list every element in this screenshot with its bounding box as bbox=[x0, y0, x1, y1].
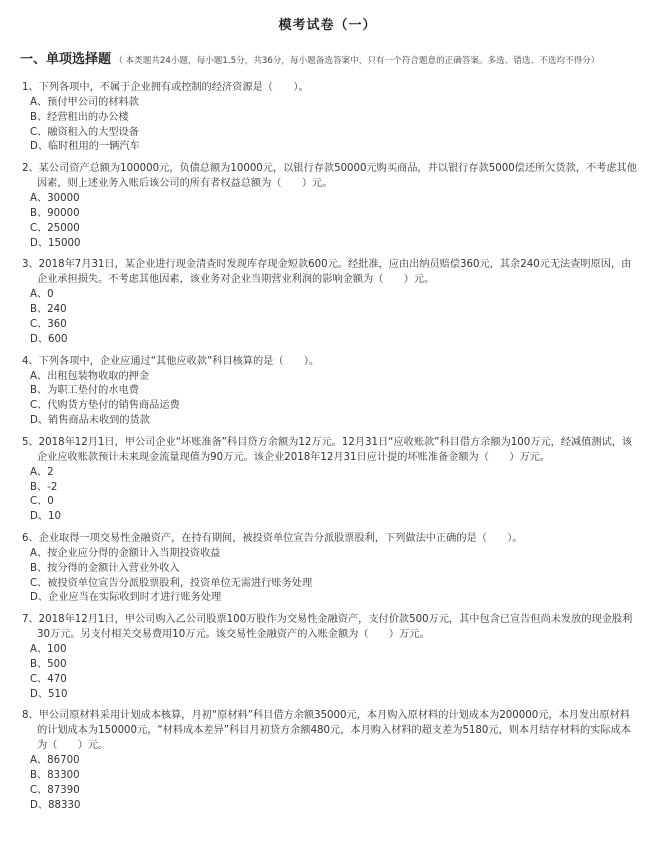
question-1 bbox=[18, 80, 637, 155]
option-d: D、600 bbox=[30, 333, 68, 345]
option-b: B、-2 bbox=[30, 481, 58, 493]
question-2 bbox=[18, 161, 637, 251]
option-list bbox=[30, 754, 637, 813]
option-list bbox=[30, 547, 637, 606]
question-3 bbox=[18, 257, 637, 347]
option-c: C、融资租入的大型设备 bbox=[30, 126, 139, 138]
option-b: B、500 bbox=[30, 658, 67, 670]
option-c: C、代购货方垫付的销售商品运费 bbox=[30, 400, 180, 412]
option-c: C、25000 bbox=[30, 222, 80, 234]
question-text: 2、某公司资产总额为100000元，负债总额为10000元，以银行存款50000元购买商品，并以银行存款5000偿还所欠货款，不考虑其他因素，则上述业务入账后该公司的所有者权益总额为（ ）元。 bbox=[22, 163, 637, 190]
section-header bbox=[20, 47, 637, 74]
question-5 bbox=[18, 435, 637, 525]
option-d: D、企业应当在实际收到时才进行账务处理 bbox=[30, 592, 222, 604]
option-b: B、为职工垫付的水电费 bbox=[30, 385, 139, 397]
option-list bbox=[30, 370, 637, 429]
option-b: B、经营租出的办公楼 bbox=[30, 111, 129, 123]
question-text: 7、2018年12月1日，甲公司购入乙公司股票100万股作为交易性金融资产，支付价款500万元，其中包含已宣告但尚未发放的现金股利30万元。另支付相关交易费用10万元。该交易性金融资产的入账金额为（ ）万元。 bbox=[22, 614, 633, 641]
option-c: C、0 bbox=[30, 496, 54, 508]
option-a: A、100 bbox=[30, 644, 67, 656]
option-b: B、90000 bbox=[30, 207, 80, 219]
exam-title: 模考试卷（一） bbox=[278, 18, 377, 33]
option-c: C、被投资单位宣告分派股票股利，投资单位无需进行账务处理 bbox=[30, 577, 313, 589]
option-d: D、15000 bbox=[30, 237, 81, 249]
option-b: B、按分得的金额计入营业外收入 bbox=[30, 562, 180, 574]
option-d: D、10 bbox=[30, 511, 61, 523]
option-list bbox=[30, 96, 637, 155]
option-d: D、临时租用的一辆汽车 bbox=[30, 141, 140, 153]
option-a: A、86700 bbox=[30, 755, 80, 767]
option-a: A、出租包装物收取的押金 bbox=[30, 370, 150, 382]
option-list bbox=[30, 466, 637, 525]
option-d: D、510 bbox=[30, 688, 68, 700]
option-c: C、87390 bbox=[30, 784, 80, 796]
option-c: C、360 bbox=[30, 318, 67, 330]
question-text: 1、下列各项中，不属于企业拥有或控制的经济资源是（ ）。 bbox=[22, 82, 309, 93]
option-list bbox=[30, 643, 637, 702]
question-8 bbox=[18, 708, 637, 813]
question-4 bbox=[18, 354, 637, 429]
section-heading: 一、单项选择题 bbox=[20, 52, 112, 67]
option-c: C、470 bbox=[30, 673, 67, 685]
question-text: 6、企业取得一项交易性金融资产，在持有期间，被投资单位宣告分派股票股利，下列做法中正确的是（ ）。 bbox=[22, 532, 523, 544]
option-a: A、2 bbox=[30, 466, 54, 478]
question-text: 8、甲公司原材料采用计划成本核算，月初“原材料”科目借方余额35000元，本月购入原材料的计划成本为200000元，本月发出原材料的计划成本为150000元，“材料成本差异”科目月初贷方余额480元，本月购入材料的超支差为5180元，则本月结存材料的实际成本为（ ）元。 bbox=[22, 710, 631, 752]
option-a: A、0 bbox=[30, 289, 54, 301]
section-note: （ 本类题共24小题，每小题1.5分，共36分，每小题备选答案中，只有一个符合题意的正确答案。多选、错选、不选均不得分） bbox=[114, 56, 600, 66]
option-list bbox=[30, 192, 637, 251]
question-text: 4、下列各项中，企业应通过“其他应收款”科目核算的是（ ）。 bbox=[22, 355, 320, 367]
question-6 bbox=[18, 531, 637, 606]
option-b: B、83300 bbox=[30, 770, 80, 782]
question-7 bbox=[18, 612, 637, 702]
option-a: A、30000 bbox=[30, 193, 80, 205]
option-b: B、240 bbox=[30, 304, 67, 316]
option-a: A、预付甲公司的材料款 bbox=[30, 97, 139, 108]
option-list bbox=[30, 288, 637, 347]
option-a: A、按企业应分得的金额计入当期投资收益 bbox=[30, 547, 221, 559]
option-d: D、88330 bbox=[30, 799, 81, 811]
question-text: 3、2018年7月31日，某企业进行现金清查时发现库存现金短款600元。经批准，应由出纳员赔偿360元，其余240元无法查明原因，由企业承担损失。不考虑其他因素，该业务对企业当期营业利润的影响金额为（ ）元。 bbox=[22, 259, 632, 286]
question-text: 5、2018年12月1日，甲公司企业“坏账准备”科目贷方余额为12万元。12月31日“应收账款”科目借方余额为100万元，经减值测试，该企业应收账款预计未来现金流量现值为90万元。该企业2018年12月31日应计提的坏账准备金额为（ ）万元。 bbox=[22, 436, 633, 463]
option-d: D、销售商品未收到的货款 bbox=[30, 414, 150, 426]
